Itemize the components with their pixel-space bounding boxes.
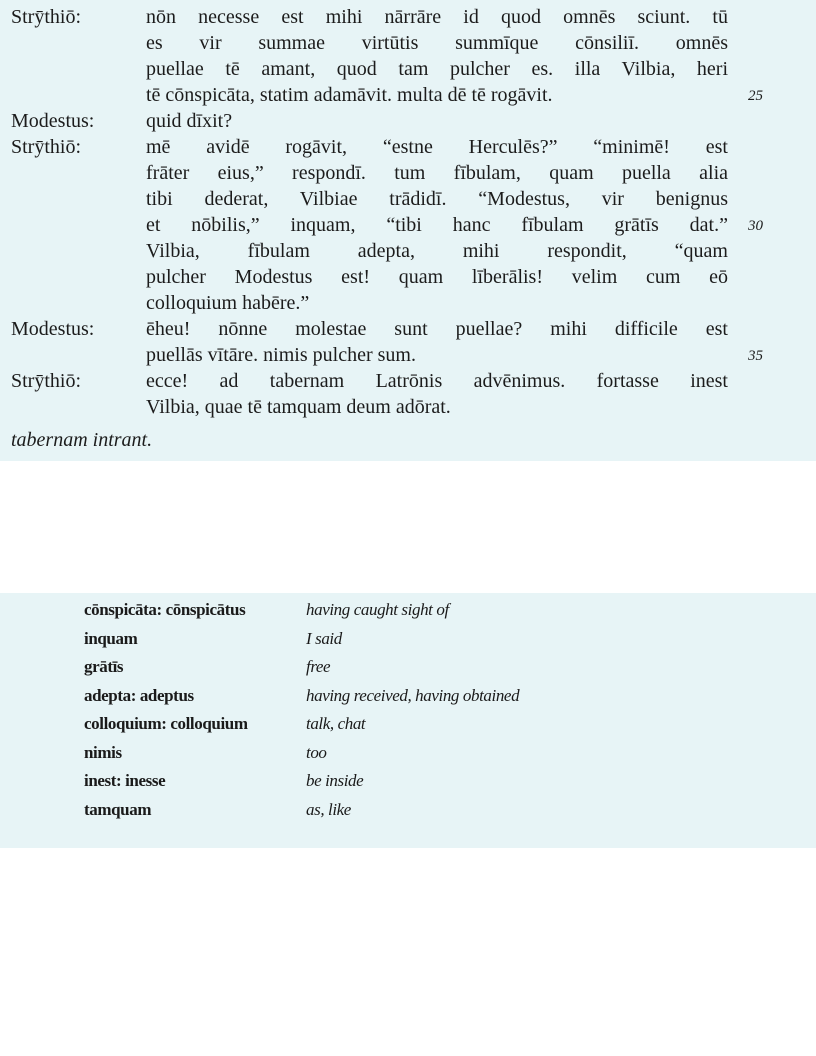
vocab-definition: free: [306, 657, 331, 676]
vocab-term: inest: inesse: [84, 771, 166, 790]
dialogue-line: es vir summae virtūtis summīque cōnsiliī. omnēs: [146, 32, 728, 54]
dialogue-line: Vilbia, fībulam adepta, mihi respondit, “quam: [146, 240, 728, 262]
vocab-entry: [0, 686, 816, 714]
vocab-entry: [0, 800, 816, 828]
vocab-definition: talk, chat: [306, 714, 366, 733]
dialogue-line: ēheu! nōnne molestae sunt puellae? mihi difficile est: [146, 318, 728, 340]
vocab-definition: too: [306, 742, 327, 762]
dialogue-line: pulcher Modestus est! quam līberālis! velim cum eō: [146, 266, 728, 288]
vocab-entry: [0, 600, 816, 628]
line-number: 25: [748, 88, 763, 104]
vocab-term: nimis: [84, 742, 122, 762]
dialogue-line: nōn necesse est mihi nārrāre id quod omnēs sciunt. tū: [146, 6, 728, 28]
vocab-entry: [0, 771, 816, 799]
speaker-label: Modestus:: [11, 110, 95, 132]
vocab-entry: [0, 714, 816, 742]
stage-direction: tabernam intrant.: [11, 429, 153, 451]
speaker-label: Strȳthiō:: [11, 6, 82, 28]
vocab-definition: as, like: [306, 799, 351, 819]
vocab-term: adepta: adeptus: [84, 685, 194, 705]
dialogue-line: Vilbia, quae tē tamquam deum adōrat.: [146, 396, 451, 418]
vocab-definition: I said: [306, 628, 342, 648]
dialogue-line: et nōbilis,” inquam, “tibi hanc fībulam grātīs dat.”: [146, 214, 728, 236]
dialogue-passage: [0, 0, 816, 461]
dialogue-line: tibi dederat, Vilbiae trādidī. “Modestus, vir benignus: [146, 188, 728, 210]
dialogue-line: mē avidē rogāvit, “estne Herculēs?” “minimē! est: [146, 136, 728, 158]
speaker-label: Strȳthiō:: [11, 370, 82, 392]
dialogue-line: quid dīxit?: [146, 110, 233, 132]
vocabulary-list: [0, 593, 816, 848]
vocab-term: cōnspicāta: cōnspicātus: [84, 600, 246, 619]
vocab-definition: be inside: [306, 771, 364, 790]
dialogue-line: puellās vītāre. nimis pulcher sum.: [146, 344, 416, 366]
dialogue-line: frāter eius,” respondī. tum fībulam, quam puella alia: [146, 162, 728, 184]
line-number: 30: [748, 218, 763, 234]
vocab-entry: [0, 657, 816, 685]
dialogue-line: colloquium habēre.”: [146, 292, 310, 314]
dialogue-line: puellae tē amant, quod tam pulcher es. illa Vilbia, heri: [146, 58, 728, 80]
vocab-definition: having received, having obtained: [306, 685, 520, 705]
vocab-definition: having caught sight of: [306, 600, 449, 619]
speaker-label: Strȳthiō:: [11, 136, 82, 158]
vocab-term: tamquam: [84, 799, 152, 819]
dialogue-line: ecce! ad tabernam Latrōnis advēnimus. fortasse inest: [146, 370, 728, 392]
vocab-entry: [0, 743, 816, 771]
speaker-label: Modestus:: [11, 318, 95, 340]
dialogue-line: tē cōnspicāta, statim adamāvit. multa dē tē rogāvit.: [146, 84, 553, 106]
vocab-term: inquam: [84, 628, 138, 648]
vocab-entry: [0, 629, 816, 657]
line-number: 35: [748, 348, 763, 364]
vocab-term: colloquium: colloquium: [84, 714, 248, 733]
vocab-term: grātīs: [84, 657, 124, 676]
